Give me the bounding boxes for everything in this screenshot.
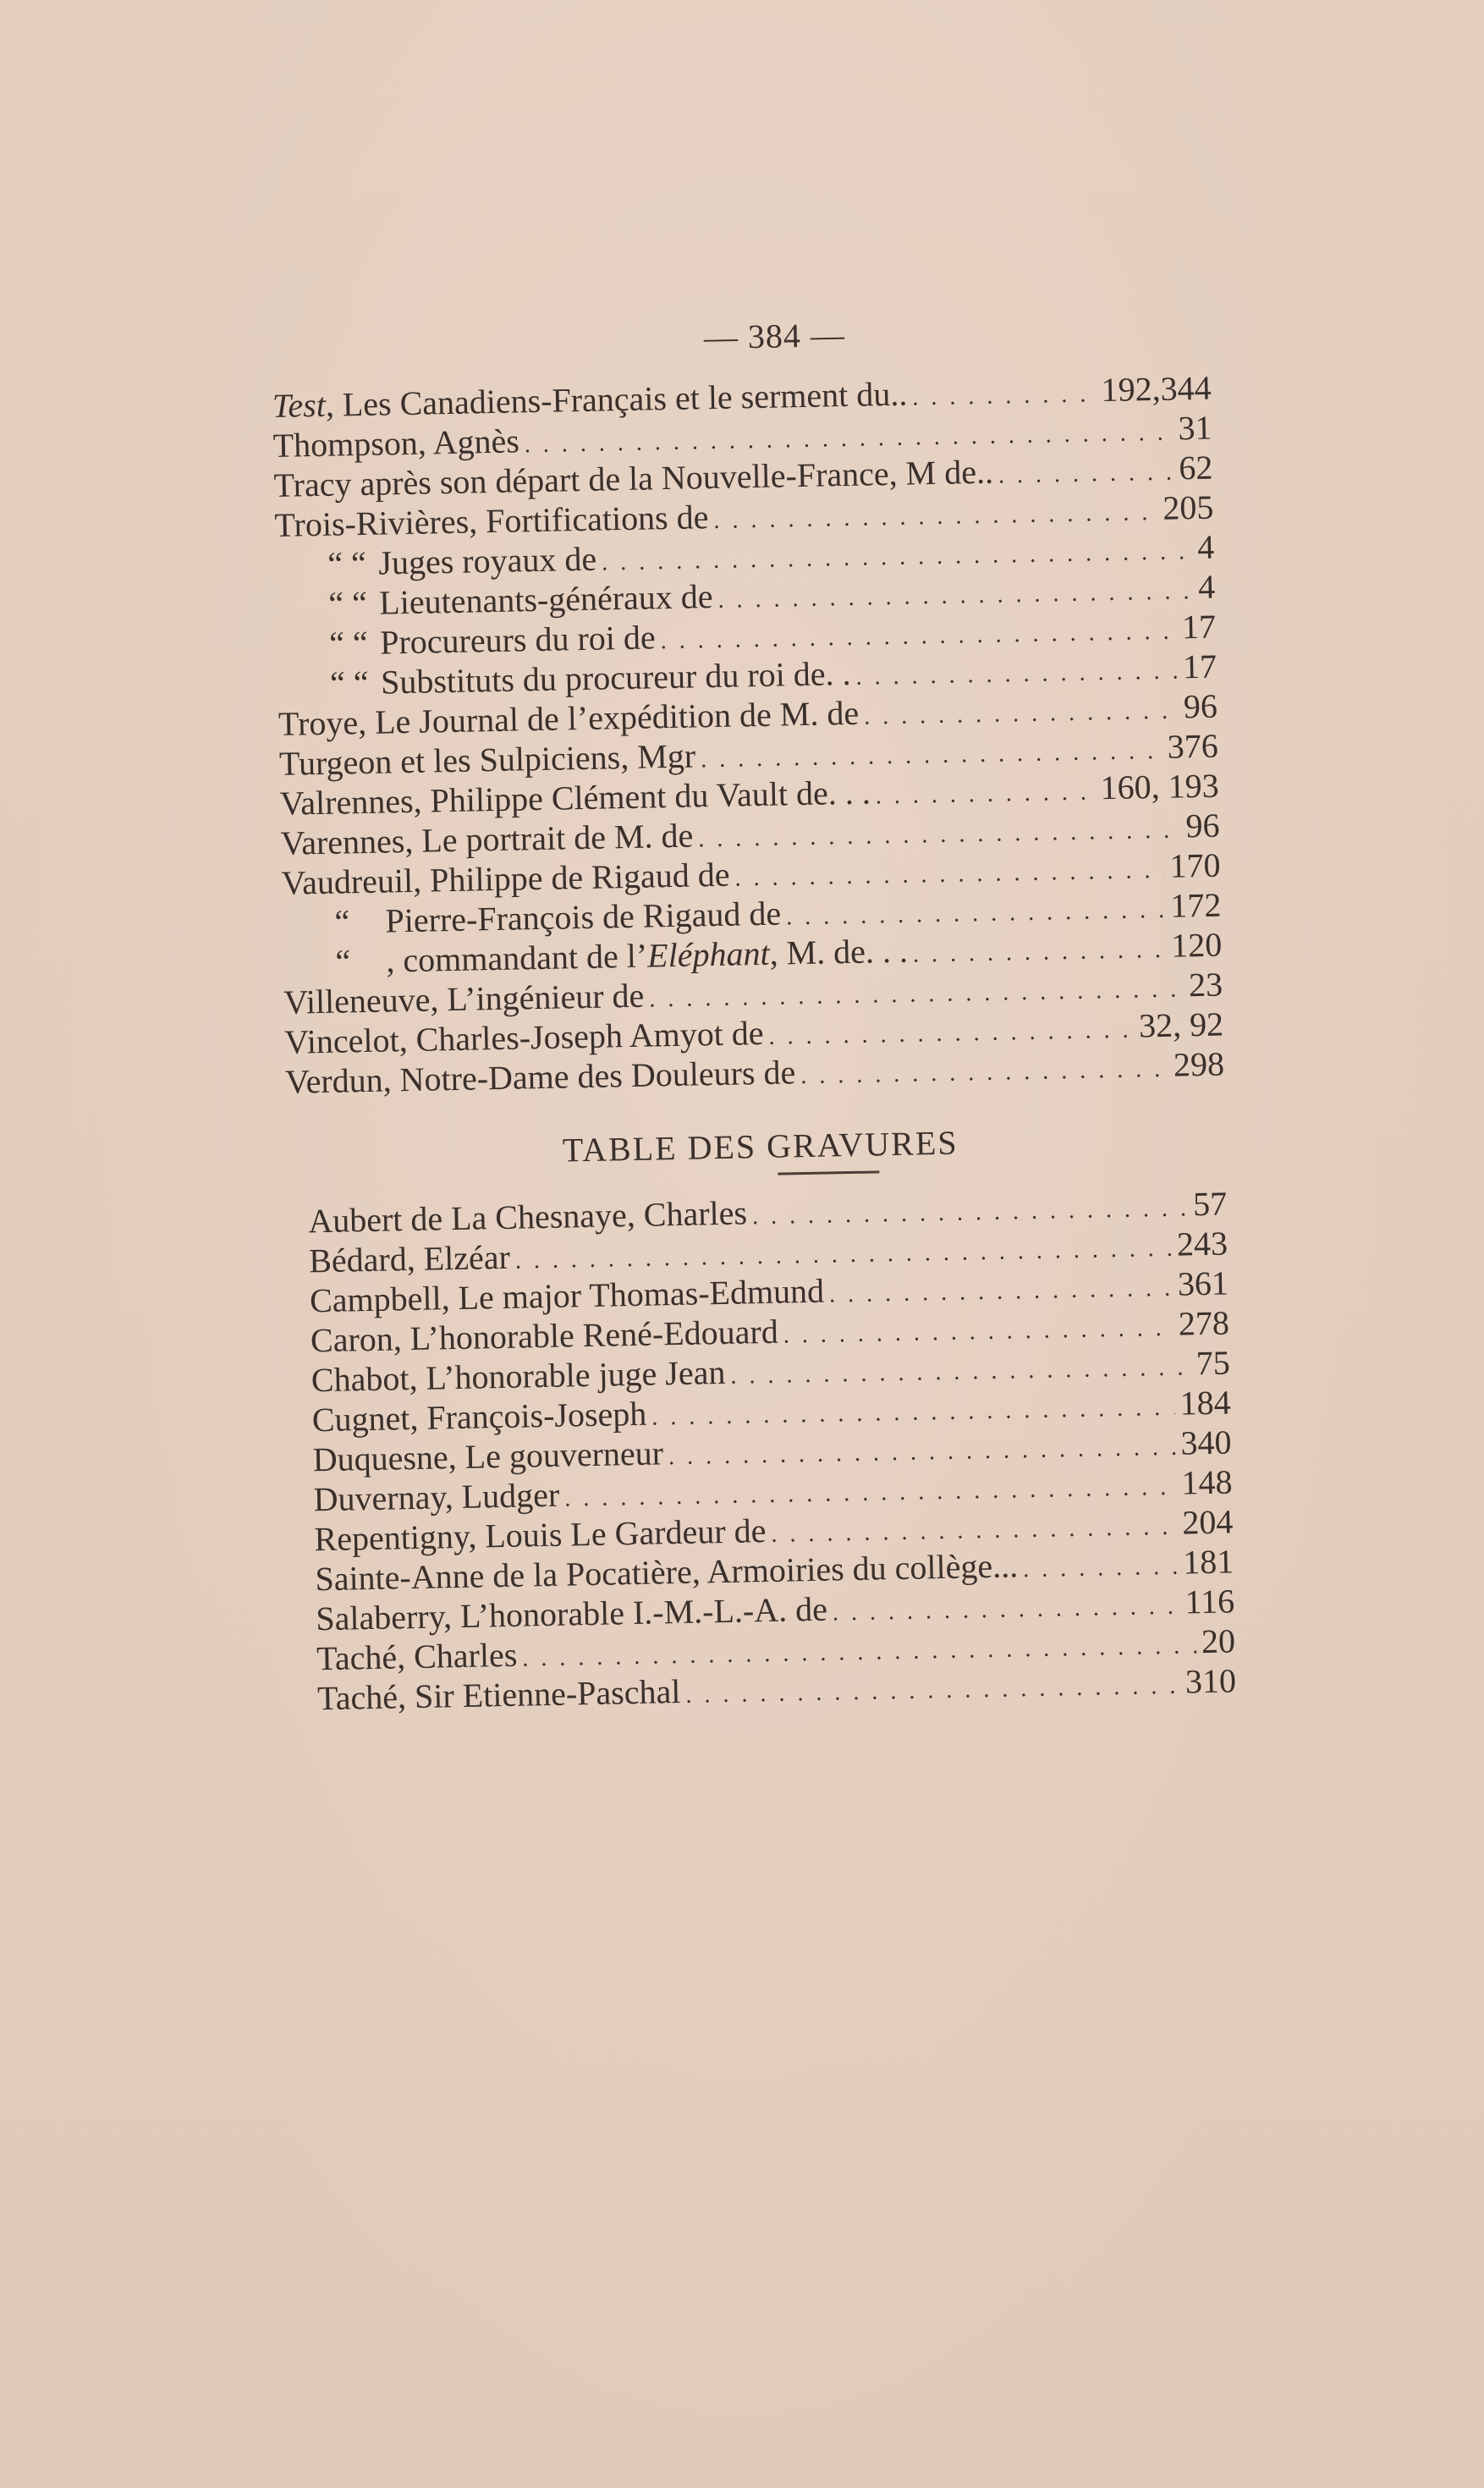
entry-name (277, 617, 656, 664)
page-ref: 160, 193 (1100, 766, 1220, 807)
page-ref: 376 (1167, 726, 1219, 766)
entry-text: Procureurs du roi de (379, 618, 657, 662)
entry-text: Trois-Rivières, Fortifications de (274, 498, 709, 544)
dot-leader (786, 890, 1166, 938)
entry-text: Salaberry, L’honorable I.-M.-L.-A. de (315, 1589, 828, 1638)
ditto-mark: “ “ (327, 543, 367, 583)
entry-name (275, 539, 597, 585)
entry-name (316, 1635, 518, 1679)
dot-leader (1023, 1547, 1179, 1590)
page-ref: 4 (1197, 567, 1216, 607)
entry-text: Lieutenants-généraux de (378, 577, 713, 622)
gravures-list (308, 1184, 1237, 1719)
page-content (271, 308, 1236, 1719)
page-ref: 172 (1169, 885, 1222, 925)
entry-name (272, 421, 519, 465)
entry-text: Caron, L’honorable René-Edouard (310, 1312, 779, 1360)
entry-name (283, 976, 645, 1022)
entry-text: Villeneuve, L’ingénieur de (283, 976, 645, 1021)
entry-text: Duquesne, Le gouverneur (312, 1434, 664, 1479)
page-ref: 361 (1177, 1263, 1229, 1303)
entry-text: Campbell, Le major Thomas-Edmund (309, 1271, 825, 1320)
entry-name (312, 1433, 663, 1479)
ditto-mark: “ (334, 902, 350, 941)
entry-name (309, 1237, 510, 1281)
entry-italic: Test (272, 385, 327, 425)
page-ref: 75 (1195, 1343, 1231, 1383)
page-number: — 384 — (703, 315, 846, 357)
page-ref: 17 (1182, 647, 1217, 686)
entry-text: Repentigny, Louis Le Gardeur de (314, 1511, 767, 1559)
page-ref: 96 (1183, 686, 1218, 726)
entry-text: Verdun, Notre-Dame des Douleurs de (284, 1053, 796, 1101)
page-ref: 32, 92 (1138, 1005, 1224, 1045)
dot-leader (875, 772, 1096, 816)
page-ref: 204 (1181, 1502, 1234, 1542)
entry-text: Tracy après son départ de la Nouvelle-France, M de.. (273, 452, 994, 504)
entry-text: Varennes, Le portrait de M. de (280, 816, 694, 862)
page-ref: 4 (1196, 527, 1215, 567)
page-ref: 20 (1201, 1621, 1236, 1661)
entry-name (308, 1192, 748, 1241)
entry-text: , Les Canadiens-Français et le serment du.. (325, 374, 908, 424)
page-ref: 278 (1178, 1303, 1230, 1343)
index-list (272, 368, 1224, 1102)
entry-text: Chabot, L’honorable juge Jean (311, 1352, 726, 1400)
ditto-mark: “ “ (328, 623, 369, 663)
page-ref: 62 (1178, 448, 1213, 487)
entry-name (274, 497, 709, 545)
entry-text: , M. de. . . (769, 931, 909, 972)
page-ref: 181 (1182, 1542, 1234, 1582)
entry-text: Taché, Sir Etienne-Paschal (316, 1672, 681, 1718)
entry-text: Substituts du procureur du roi de. . (380, 653, 851, 702)
ditto-mark: “ “ (327, 583, 368, 623)
dot-leader (685, 1666, 1181, 1715)
entry-text: Valrennes, Philippe Clément du Vault de. . . (279, 773, 871, 823)
page-ref: 243 (1176, 1224, 1228, 1263)
page-ref: 170 (1169, 845, 1221, 885)
heading-rule (778, 1170, 879, 1175)
dot-leader (864, 691, 1179, 736)
page-ref: 23 (1188, 965, 1223, 1005)
page-ref: 31 (1178, 408, 1212, 448)
page-ref: 17 (1181, 607, 1217, 647)
entry-name (311, 1352, 725, 1400)
page-ref: 192,344 (1101, 368, 1212, 410)
page-ref: 148 (1181, 1462, 1233, 1502)
page-ref: 96 (1185, 806, 1220, 845)
entry-name (311, 1394, 646, 1440)
page-ref: 57 (1192, 1184, 1228, 1224)
entry-text: Thompson, Agnès (272, 421, 520, 465)
entry-text: Turgeon et les Sulpiciens, Mgr (278, 736, 696, 783)
entry-italic: Eléphant (646, 933, 770, 975)
ditto-mark: “ (335, 942, 351, 981)
entry-text: Sainte-Anne de la Pocatière, Armoiries du collège... (315, 1546, 1019, 1599)
entry-text: Bédard, Elzéar (308, 1237, 511, 1280)
entry-text: Vincelot, Charles-Joseph Amyot de (283, 1013, 764, 1061)
dot-leader (998, 453, 1174, 496)
entry-text: Cugnet, François-Joseph (311, 1394, 647, 1439)
entry-name (313, 1475, 559, 1520)
page-ref: 298 (1173, 1044, 1225, 1084)
entry-text: Taché, Charles (316, 1635, 518, 1678)
dot-leader (832, 1587, 1180, 1633)
entry-name (317, 1671, 681, 1718)
entry-text: Vaudreuil, Philippe de Rigaud de (281, 855, 730, 902)
ditto-mark: “ “ (329, 663, 370, 702)
entry-text: Aubert de La Chesnaye, Charles (307, 1193, 748, 1241)
entry-text: Duvernay, Ludger (313, 1475, 560, 1519)
dot-leader (800, 1049, 1169, 1096)
gravures-heading: TABLE DES GRAVURES (562, 1123, 959, 1170)
dot-leader (855, 651, 1178, 696)
page-ref: 205 (1162, 487, 1214, 527)
entry-text: Juges royaux de (377, 539, 597, 582)
dot-leader (829, 1269, 1173, 1315)
dot-leader (913, 930, 1167, 975)
dot-leader (912, 374, 1097, 417)
dot-leader (768, 1010, 1134, 1057)
page-ref: 310 (1184, 1661, 1237, 1701)
entry-text: Pierre-François de Rigaud de (385, 894, 782, 940)
page-ref: 116 (1184, 1582, 1235, 1621)
entry-text: , commandant de l’ (385, 936, 648, 980)
page-ref: 120 (1170, 925, 1223, 965)
page-ref: 184 (1179, 1383, 1232, 1423)
entry-text: Troye, Le Journal de l’expédition de M. de (278, 693, 860, 743)
page-ref: 340 (1180, 1423, 1232, 1462)
